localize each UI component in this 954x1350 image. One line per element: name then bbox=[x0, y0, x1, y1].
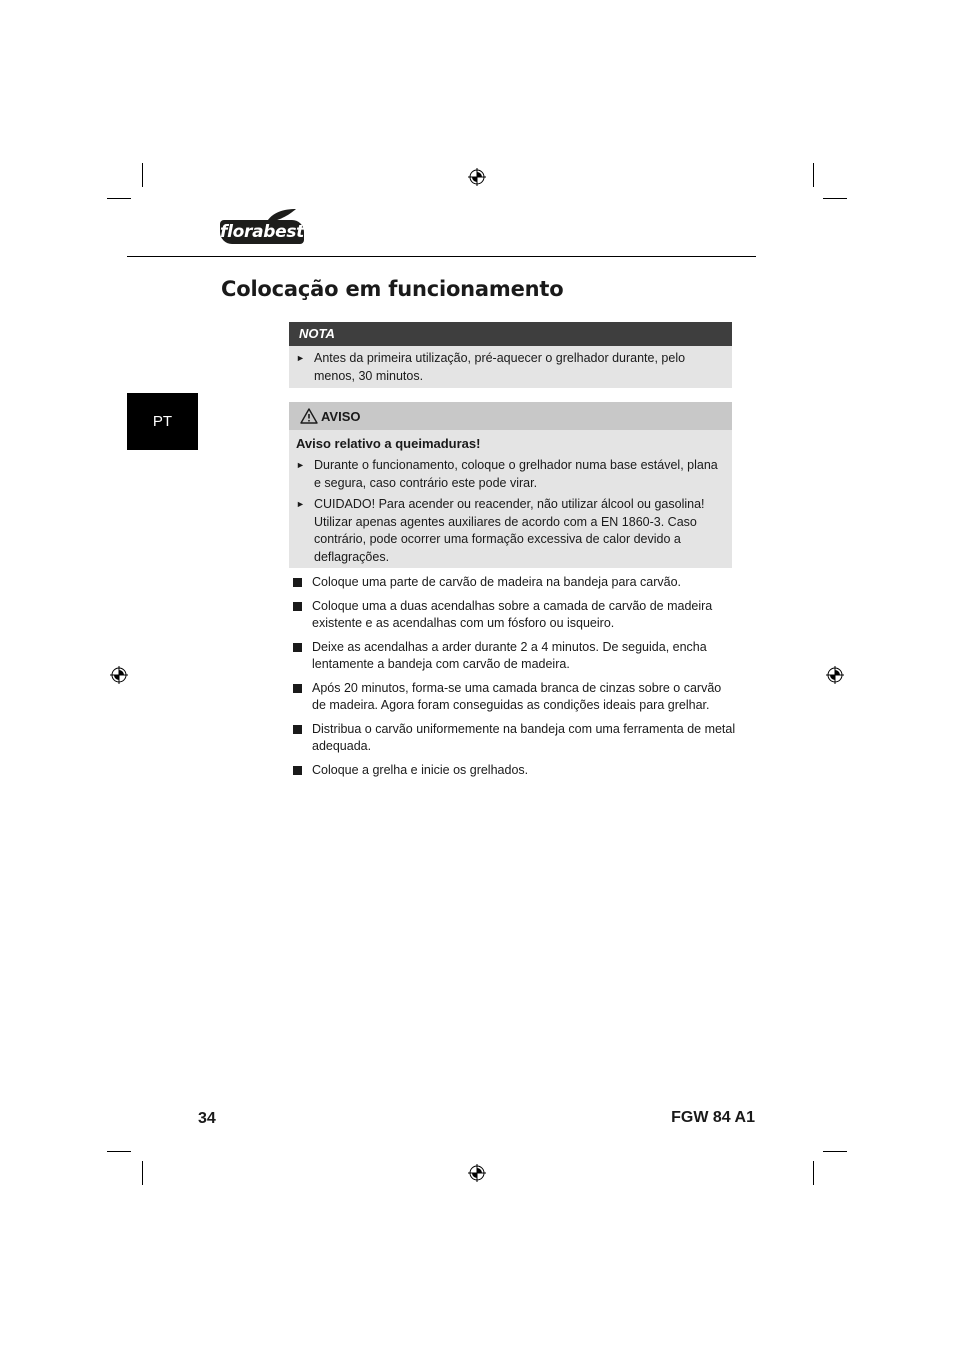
warning-box bbox=[289, 402, 732, 568]
model-number: FGW 84 A1 bbox=[671, 1109, 755, 1126]
arrow-bullet-icon: ► bbox=[296, 353, 305, 363]
note-item-text: Antes da primeira utilização, pré-aquecer o grelhador durante, pelo menos, 30 minutos. bbox=[314, 351, 686, 383]
list-item bbox=[293, 598, 738, 633]
crop-mark bbox=[142, 1161, 143, 1185]
crop-mark bbox=[813, 1161, 814, 1185]
warning-item bbox=[296, 496, 722, 566]
list-item bbox=[293, 680, 738, 715]
crop-mark bbox=[107, 1151, 131, 1152]
step-text: Deixe as acendalhas a arder durante 2 a 4 minutos. De seguida, encha lentamente a bandeja com carvão de madeira. bbox=[312, 639, 707, 671]
crop-mark bbox=[823, 198, 847, 199]
note-box bbox=[289, 322, 732, 388]
arrow-bullet-icon: ► bbox=[296, 499, 305, 509]
step-text: Coloque uma parte de carvão de madeira na bandeja para carvão. bbox=[312, 575, 681, 589]
square-bullet-icon bbox=[293, 766, 302, 775]
crop-mark bbox=[823, 1151, 847, 1152]
registration-mark-icon bbox=[826, 666, 844, 684]
warning-triangle-icon bbox=[300, 408, 318, 424]
page-title: Colocação em funcionamento bbox=[221, 277, 564, 301]
warning-label: AVISO bbox=[321, 409, 361, 424]
header-divider bbox=[127, 256, 756, 257]
warning-header bbox=[289, 402, 732, 430]
warning-item-text: CUIDADO! Para acender ou reacender, não utilizar álcool ou gasolina! Utilizar apenas agentes auxiliares de acordo com a EN 1860-3. Caso contrário, pode ocorrer uma formação excessiva de calor devido a deflagrações. bbox=[314, 497, 705, 564]
registration-mark-icon bbox=[468, 1164, 486, 1182]
page-number: 34 bbox=[198, 1110, 216, 1127]
steps-list bbox=[293, 574, 738, 785]
warning-subtitle: Aviso relativo a queimaduras! bbox=[296, 436, 481, 451]
square-bullet-icon bbox=[293, 602, 302, 611]
crop-mark bbox=[813, 163, 814, 187]
brand-logo-text: florabest bbox=[220, 222, 305, 242]
language-tab: PT bbox=[127, 393, 198, 450]
list-item bbox=[293, 639, 738, 674]
arrow-bullet-icon: ► bbox=[296, 460, 305, 470]
note-item bbox=[296, 350, 722, 385]
step-text: Coloque uma a duas acendalhas sobre a camada de carvão de madeira existente e as acendalhas com um fósforo ou isqueiro. bbox=[312, 598, 713, 630]
crop-mark bbox=[107, 198, 131, 199]
registration-mark-icon bbox=[110, 666, 128, 684]
step-text: Coloque a grelha e inicie os grelhados. bbox=[312, 762, 529, 777]
list-item bbox=[293, 721, 738, 756]
list-item bbox=[293, 574, 738, 592]
square-bullet-icon bbox=[293, 578, 302, 587]
warning-item-text: Durante o funcionamento, coloque o grelhador numa base estável, plana e segura, caso contrário este pode virar. bbox=[314, 458, 718, 490]
crop-mark bbox=[142, 163, 143, 187]
square-bullet-icon bbox=[293, 684, 302, 693]
square-bullet-icon bbox=[293, 643, 302, 652]
note-label: NOTA bbox=[289, 322, 732, 346]
step-text: Após 20 minutos, forma-se uma camada branca de cinzas sobre o carvão de madeira. Agora foram conseguidas as condições ideais para grelhar. bbox=[312, 680, 722, 712]
brand-logo bbox=[220, 208, 306, 248]
square-bullet-icon bbox=[293, 725, 302, 734]
warning-item bbox=[296, 457, 722, 492]
list-item bbox=[293, 762, 738, 780]
registration-mark-icon bbox=[468, 168, 486, 186]
step-text: Distribua o carvão uniformemente na bandeja com uma ferramenta de metal adequada. bbox=[312, 721, 736, 753]
